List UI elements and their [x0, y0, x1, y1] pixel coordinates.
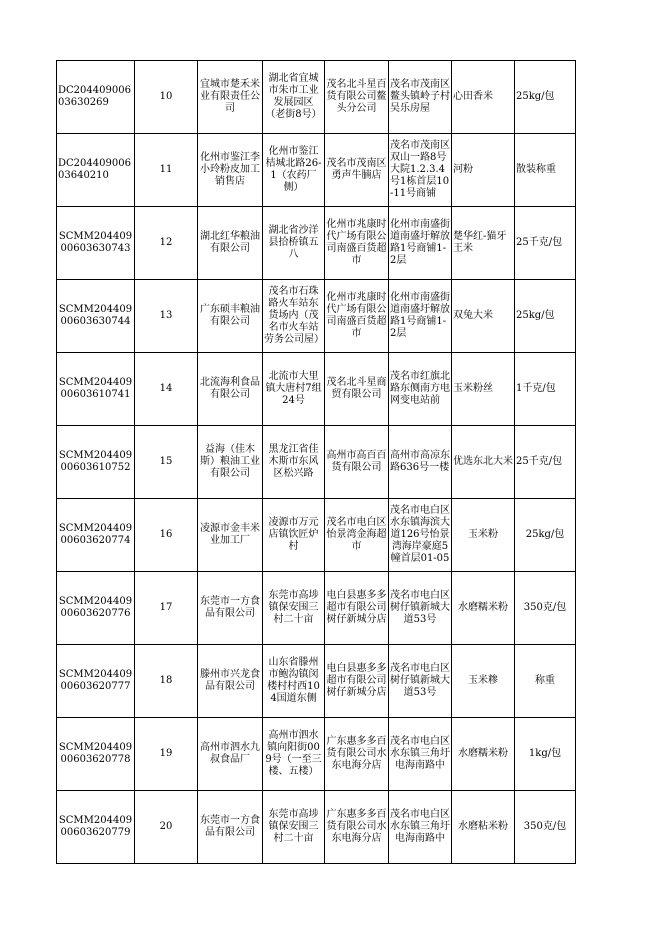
- producer-address-cell: 东莞市高埗镇保安围三村二十亩: [263, 791, 325, 864]
- row-number-cell: 10: [135, 61, 198, 134]
- seller-address-cell: 茂名市电白区水东镇三角圩电海南路中: [389, 718, 452, 791]
- product-name-cell: 玉米糁: [452, 645, 515, 718]
- sample-code-cell: SCMM20440900603620777: [57, 645, 135, 718]
- seller-name-cell: 电白县惠多多超市有限公司树仔新城分店: [325, 645, 389, 718]
- producer-address-cell: 北流市大里镇大唐村7组24号: [263, 353, 325, 426]
- producer-name-cell: 湖北红华粮油有限公司: [198, 207, 263, 280]
- table-body: [57, 61, 576, 864]
- spec-cell: 25千克/包: [515, 207, 576, 280]
- seller-name-cell: 电白县惠多多超市有限公司树仔新城分店: [325, 572, 389, 645]
- seller-address-cell: 茂名市茂南区双山一路8号大院1.2.3.4号1栋首层10-11号商铺: [389, 134, 452, 207]
- spec-cell: 25kg/包: [515, 499, 576, 572]
- table-row: [57, 572, 576, 645]
- seller-address-cell: 茂名市电白区树仔镇新城大道53号: [389, 572, 452, 645]
- seller-name-cell: 茂名北斗星商贸有限公司: [325, 353, 389, 426]
- seller-name-cell: 化州市兆康时代广场有限公司南盛百货超市: [325, 207, 389, 280]
- producer-name-cell: 凌源市金丰米业加工厂: [198, 499, 263, 572]
- product-name-cell: 玉米粉: [452, 499, 515, 572]
- sample-code-cell: SCMM20440900603620774: [57, 499, 135, 572]
- table-row: [57, 426, 576, 499]
- table-row: [57, 718, 576, 791]
- seller-address-cell: 茂名市电白区树仔镇新城大道53号: [389, 645, 452, 718]
- row-number-cell: 12: [135, 207, 198, 280]
- product-name-cell: 心田香米: [452, 61, 515, 134]
- seller-name-cell: 茂名北斗星百货有限公司鳌头分公司: [325, 61, 389, 134]
- producer-name-cell: 宜城市楚禾米业有限责任公司: [198, 61, 263, 134]
- sample-code-cell: SCMM20440900603630743: [57, 207, 135, 280]
- spec-cell: 25kg/包: [515, 61, 576, 134]
- sampling-table: [56, 60, 576, 864]
- spec-cell: 350克/包: [515, 572, 576, 645]
- seller-address-cell: 化州市南盛街道南盛圩解放路1号商铺1-2层: [389, 280, 452, 353]
- spec-cell: 散装称重: [515, 134, 576, 207]
- spec-cell: 25千克/包: [515, 426, 576, 499]
- sample-code-cell: DC20440900603640210: [57, 134, 135, 207]
- seller-address-cell: 化州市南盛街道南盛圩解放路1号商铺1-2层: [389, 207, 452, 280]
- sample-code-cell: SCMM20440900603620779: [57, 791, 135, 864]
- row-number-cell: 17: [135, 572, 198, 645]
- sample-code-cell: SCMM20440900603630744: [57, 280, 135, 353]
- table-row: [57, 791, 576, 864]
- producer-address-cell: 山东省滕州市鲍沟镇闵楼村村西104国道东侧: [263, 645, 325, 718]
- producer-name-cell: 广东硕丰粮油有限公司: [198, 280, 263, 353]
- table-row: [57, 499, 576, 572]
- product-name-cell: 水磨糯米粉: [452, 572, 515, 645]
- sample-code-cell: DC20440900603630269: [57, 61, 135, 134]
- seller-name-cell: 高州市高百百货有限公司: [325, 426, 389, 499]
- producer-name-cell: 高州市泗水九叔食品厂: [198, 718, 263, 791]
- row-number-cell: 18: [135, 645, 198, 718]
- product-name-cell: 河粉: [452, 134, 515, 207]
- table-row: [57, 61, 576, 134]
- seller-name-cell: 化州市兆康时代广场有限公司南盛百货超市: [325, 280, 389, 353]
- producer-address-cell: 湖北省沙洋县拾桥镇五八: [263, 207, 325, 280]
- seller-address-cell: 茂名市电白区水东镇海滨大道126号怡景湾海岸豪庭5幢首层01-05: [389, 499, 452, 572]
- sample-code-cell: SCMM20440900603610752: [57, 426, 135, 499]
- row-number-cell: 16: [135, 499, 198, 572]
- spec-cell: 1kg/包: [515, 718, 576, 791]
- producer-name-cell: 滕州市兴龙食品有限公司: [198, 645, 263, 718]
- spec-cell: 25kg/包: [515, 280, 576, 353]
- table-row: [57, 207, 576, 280]
- spec-cell: 称重: [515, 645, 576, 718]
- sample-code-cell: SCMM20440900603620778: [57, 718, 135, 791]
- seller-address-cell: 高州市高凉东路636号一楼: [389, 426, 452, 499]
- producer-address-cell: 化州市鉴江桔城北路26-1（农药厂侧）: [263, 134, 325, 207]
- spec-cell: 350克/包: [515, 791, 576, 864]
- row-number-cell: 13: [135, 280, 198, 353]
- seller-address-cell: 茂名市电白区水东镇三角圩电海南路中: [389, 791, 452, 864]
- producer-address-cell: 东莞市高埗镇保安围三村二十亩: [263, 572, 325, 645]
- table-row: [57, 280, 576, 353]
- seller-name-cell: 茂名市电白区怡景湾金海超市: [325, 499, 389, 572]
- table-row: [57, 134, 576, 207]
- seller-address-cell: 茂名市茂南区鳌头镇岭子村吴乐房屋: [389, 61, 452, 134]
- producer-name-cell: 北流海利食品有限公司: [198, 353, 263, 426]
- producer-name-cell: 东莞市一方食品有限公司: [198, 572, 263, 645]
- producer-name-cell: 东莞市一方食品有限公司: [198, 791, 263, 864]
- seller-address-cell: 茂名市红旗北路东侧南方电网变电站前: [389, 353, 452, 426]
- product-name-cell: 优选东北大米: [452, 426, 515, 499]
- row-number-cell: 14: [135, 353, 198, 426]
- producer-address-cell: 湖北省宜城市朱市工业发展园区（老街8号）: [263, 61, 325, 134]
- spec-cell: 1千克/包: [515, 353, 576, 426]
- producer-address-cell: 茂名市石珠路火车站东货场内（茂名市火车站劳务公司屋）: [263, 280, 325, 353]
- table-row: [57, 353, 576, 426]
- table-row: [57, 645, 576, 718]
- producer-name-cell: 益海（佳木斯）粮油工业有限公司: [198, 426, 263, 499]
- seller-name-cell: 广东惠多多百货有限公司水东电海分店: [325, 791, 389, 864]
- seller-name-cell: 广东惠多多百货有限公司水东电海分店: [325, 718, 389, 791]
- seller-name-cell: 茂名市茂南区勇声牛腩店: [325, 134, 389, 207]
- producer-name-cell: 化州市鉴江李小玲粉皮加工销售店: [198, 134, 263, 207]
- product-name-cell: 水磨糯米粉: [452, 718, 515, 791]
- product-name-cell: 玉米粉丝: [452, 353, 515, 426]
- row-number-cell: 15: [135, 426, 198, 499]
- sample-code-cell: SCMM20440900603620776: [57, 572, 135, 645]
- producer-address-cell: 凌源市万元店镇饮匠炉村: [263, 499, 325, 572]
- sample-code-cell: SCMM20440900603610741: [57, 353, 135, 426]
- row-number-cell: 19: [135, 718, 198, 791]
- producer-address-cell: 黑龙江省佳木斯市东风区松兴路: [263, 426, 325, 499]
- product-name-cell: 水磨粘米粉: [452, 791, 515, 864]
- row-number-cell: 11: [135, 134, 198, 207]
- producer-address-cell: 高州市泗水镇向阳街009号（一至三楼、五楼）: [263, 718, 325, 791]
- product-name-cell: 双兔大米: [452, 280, 515, 353]
- row-number-cell: 20: [135, 791, 198, 864]
- product-name-cell: 楚华红-猫牙王米: [452, 207, 515, 280]
